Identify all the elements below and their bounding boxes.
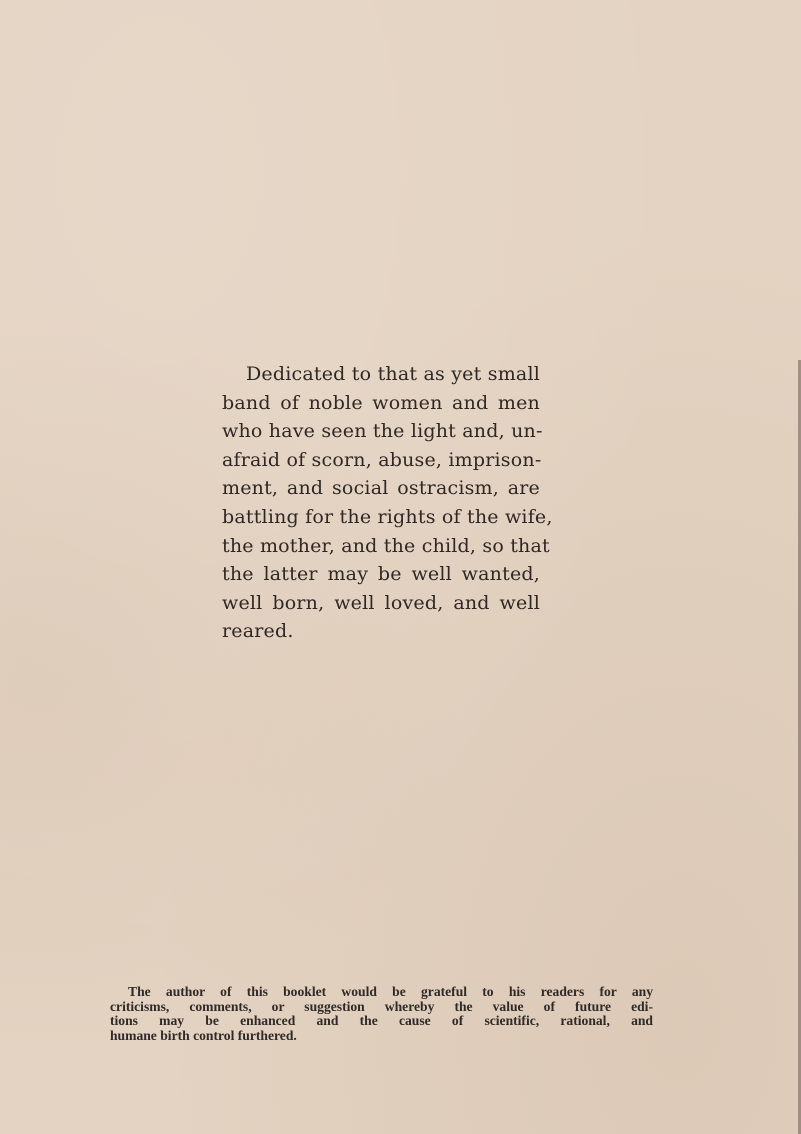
dedication-line: afraid of scorn, abuse, imprison- (222, 448, 542, 471)
author-note-line: criticisms, comments, or suggestion whereby the value of future edi- (110, 998, 653, 1014)
author-note-line: tions may be enhanced and the cause of scientific, rational, and (110, 1013, 653, 1029)
dedication-line: reared. (222, 620, 294, 643)
dedication-line: ment, and social ostracism, are (222, 477, 540, 500)
dedication-line: the latter may be well wanted, (222, 563, 540, 586)
dedication-line: well born, well loved, and well (222, 591, 540, 614)
author-note (110, 985, 653, 1043)
author-note-line: The author of this booklet would be grateful to his readers for any (128, 984, 653, 999)
dedication-line: band of noble women and men (222, 391, 540, 414)
dedication-line: who have seen the light and, un- (222, 420, 543, 443)
dedication-text (222, 360, 553, 646)
dedication-line: the mother, and the child, so that (222, 534, 550, 557)
author-note-line: humane birth control furthered. (110, 1027, 297, 1043)
dedication-line: battling for the rights of the wife, (222, 505, 553, 528)
dedication-line: Dedicated to that as yet small (246, 363, 540, 385)
